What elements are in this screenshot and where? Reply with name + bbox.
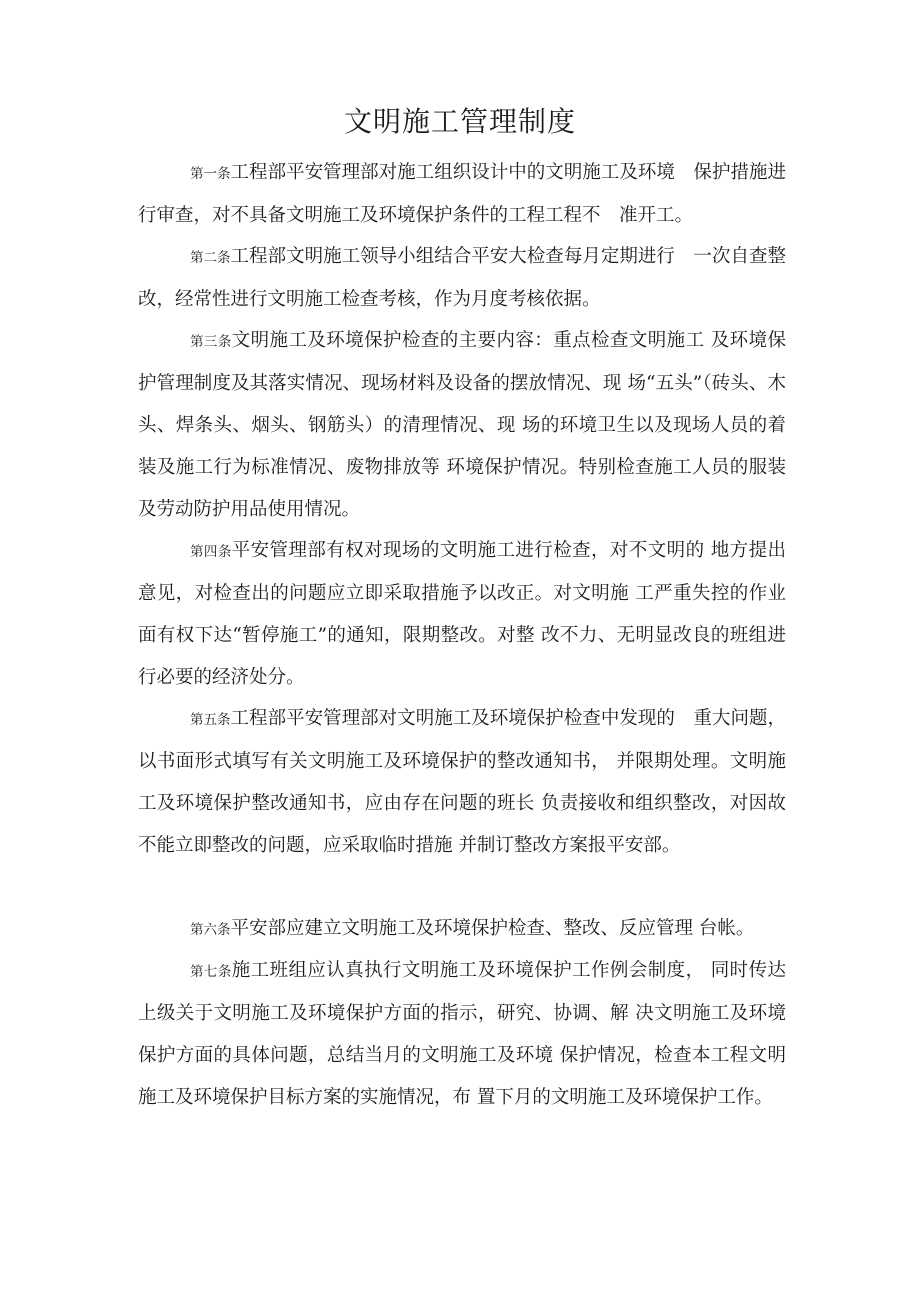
article-text: 平安管理部有权对现场的文明施工进行检查，对不文明的 地方提出意见，对检查出的问题应立即采取措施予以改正。对文明施 工严重失控的作业面有权下达“暂停施工”的通知，限期整改。对整 改不力、无明显改良的班组进行必要的经济处分。 [138, 540, 786, 688]
article-label: 第一条 [190, 166, 231, 182]
article-label: 第五条 [190, 712, 231, 728]
article-label: 第三条 [190, 334, 232, 350]
article-text: 平安部应建立文明施工及环境保护检查、整改、反应管理 台帐。 [230, 918, 755, 939]
article-3 [138, 320, 786, 531]
article-2 [138, 236, 786, 321]
article-label: 第四条 [190, 544, 232, 560]
article-6 [138, 908, 786, 951]
article-text: 文明施工及环境保护检查的主要内容：重点检查文明施工 及环境保护管理制度及其落实情况、现场材料及设备的摆放情况、现 场“五头”（砖头、木头、焊条头、烟头、钢筋头）的清理情况、现 场的环境卫生以及现场人员的着装及施工行为标准情况、废物排放等 环境保护情况。特别检查施工人员的服装及劳动防护用品使用情况。 [138, 330, 786, 520]
article-label: 第二条 [190, 250, 231, 266]
article-4 [138, 530, 786, 699]
article-label: 第七条 [190, 964, 232, 980]
article-text: 工程部平安管理部对文明施工及环境保护检查中发现的 重大问题，以书面形式填写有关文明施工及环境保护的整改通知书， 并限期处理。文明施工及环境保护整改通知书，应由存在问题的班长 负责接收和组织整改，对因故不能立即整改的问题，应采取临时措施 并制订整改方案报平安部。 [138, 708, 786, 856]
article-text: 工程部平安管理部对施工组织设计中的文明施工及环境 保护措施进行审查，对不具备文明施工及环境保护条件的工程工程不 准开工。 [138, 162, 786, 226]
article-text: 施工班组应认真执行文明施工及环境保护工作例会制度， 同时传达上级关于文明施工及环境保护方面的指示，研究、协调、解 决文明施工及环境保护方面的具体问题，总结当月的文明施工及环境 保护情况，检查本工程文明施工及环境保护目标方案的实施情况，布 置下月的文明施工及环境保护工作。 [138, 960, 786, 1108]
article-text: 工程部文明施工领导小组结合平安大检查每月定期进行 一次自查整改，经常性进行文明施工检查考核，作为月度考核依据。 [138, 246, 786, 310]
article-1 [138, 152, 786, 237]
article-5 [138, 698, 786, 867]
document-title: 文明施工管理制度 [343, 105, 576, 138]
article-label: 第六条 [190, 922, 231, 938]
article-7 [138, 950, 786, 1119]
